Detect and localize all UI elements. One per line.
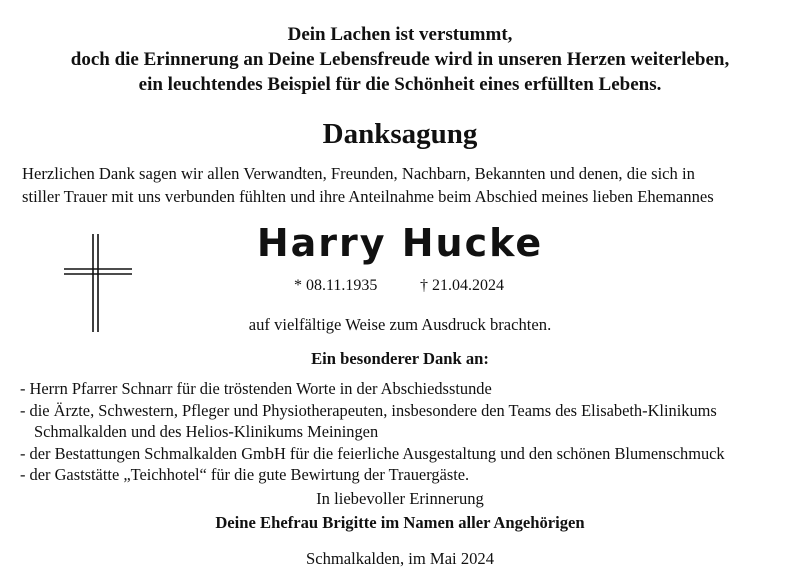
intro-line: stiller Trauer mit uns verbunden fühlten und ihre Anteilnahme beim Abschied meines lieben Ehemannes	[22, 187, 714, 206]
continuation-text: auf vielfältige Weise zum Ausdruck brachten.	[248, 315, 552, 334]
thanks-heading: Ein besonderer Dank an:	[311, 349, 489, 368]
closing-text: In liebevoller Erinnerung	[316, 489, 484, 508]
poem-line: ein leuchtendes Beispiel für die Schönheit eines erfüllten Lebens.	[138, 74, 662, 95]
poem-line: Dein Lachen ist verstummt,	[287, 24, 513, 45]
place-date: Schmalkalden, im Mai 2024	[305, 549, 495, 568]
signature: Deine Ehefrau Brigitte im Namen aller Angehörigen	[215, 513, 585, 532]
list-item: - Herrn Pfarrer Schnarr für die tröstenden Worte in der Abschiedsstunde	[20, 379, 492, 398]
birth-date: * 08.11.1935	[294, 277, 378, 294]
intro-text	[22, 162, 792, 208]
list-item: - der Gaststätte „Teichhotel“ für die gute Bewirtung der Trauergäste.	[20, 465, 470, 484]
poem-line: doch die Erinnerung an Deine Lebensfreude wird in unseren Herzen weiterleben,	[70, 49, 730, 70]
intro-line: Herzlichen Dank sagen wir allen Verwandten, Freunden, Nachbarn, Bekannten und denen, die sich in	[22, 164, 695, 183]
deceased-name: Harry Hucke	[256, 221, 544, 265]
page-title: Danksagung	[322, 118, 478, 150]
list-item-line: Schmalkalden und des Helios-Klinikums Meiningen	[34, 422, 379, 441]
list-item	[20, 400, 795, 443]
list-item-line: - die Ärzte, Schwestern, Pfleger und Physiotherapeuten, insbesondere den Teams des Elisabeth-Klinikums	[20, 400, 717, 420]
thanks-list	[20, 378, 795, 486]
death-date: † 21.04.2024	[420, 277, 504, 294]
list-item: - der Bestattungen Schmalkalden GmbH für die feierliche Ausgestaltung und den schönen Blumenschmuck	[20, 443, 725, 463]
poem	[0, 22, 800, 97]
